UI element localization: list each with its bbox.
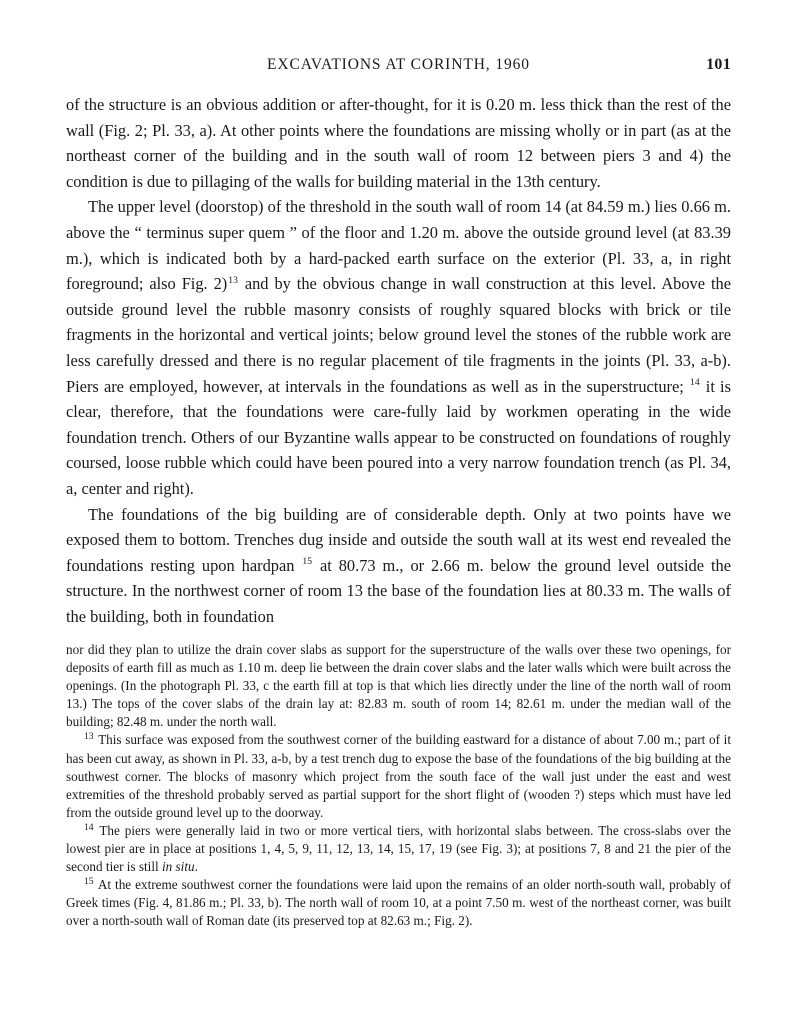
paragraph-3	[66, 502, 731, 630]
footnote-ref-15: 15	[302, 556, 312, 568]
paragraph-2-text-b: and by the obvious change in wall construction at this level. Above the outside ground level the rubble masonry consists of roughly squared blocks with brick or tile fragments in the horizontal and vertical joints; below ground level the stones of the rubble work are less carefully dressed and there is no regular placement of tile fragments in the joints (Pl. 33, a-b). Piers are employed, however, at intervals in the foundations as well as in the superstructure;	[66, 274, 732, 396]
page-header	[66, 56, 731, 78]
body-text	[66, 92, 731, 629]
paragraph-3-text-b: at 80.73 m., or 2.66 m. below the ground level outside the structure. In the northwest corner of room 13 the base of the foundation lies at 80.33 m. The walls of the building, both in foundation	[66, 555, 731, 626]
paragraph-1	[66, 92, 731, 194]
footnote-ref-14: 14	[690, 377, 700, 389]
footnote-continued-text: nor did they plan to utilize the drain cover slabs as support for the superstructure of the walls over these two openings, for deposits of earth fill as much as 1.10 m. deep lie between the drain cover slabs and the later walls which were built across the openings. (In the photograph Pl. 33, c the earth fill at top is that which lies directly under the line of the north wall of room 13.) The tops of the cover slabs of the drain lay at: 82.83 m. south of room 14; 82.61 m. under the median wall of the building; 82.48 m. under the north wall.	[66, 642, 731, 730]
footnote-continued	[66, 641, 731, 731]
page-number: 101	[706, 56, 731, 73]
paragraph-2-text-a: The upper level (doorstop) of the threshold in the south wall of room 14 (at 84.59 m.) lies 0.66 m. above the “ terminus super quem ” of the floor and 1.20 m. above the outside ground level (at 83.39 m.), which is indicated both by a hard-packed earth surface on the exterior (Pl. 33, a, in right foreground; also Fig. 2)	[66, 197, 731, 294]
footnote-15-marker: 15	[84, 875, 94, 887]
paragraph-1-text: of the structure is an obvious addition or after-thought, for it is 0.20 m. less thick than the rest of the wall (Fig. 2; Pl. 33, a). At other points where the foundations are missing wholly or in part (as at the northeast corner of the building and in the south wall of room 12 between piers 3 and 4) the condition is due to pillaging of the walls for building material in the 13th century.	[66, 95, 731, 191]
footnote-13	[66, 731, 731, 821]
footnote-14	[66, 822, 731, 876]
footnote-14-italic: in situ	[161, 859, 195, 875]
footnote-13-marker: 13	[84, 731, 94, 743]
footnote-14-marker: 14	[84, 821, 94, 833]
footnote-14-text-a: The piers were generally laid in two or more vertical tiers, with horizontal slabs between. The cross-slabs over the lowest pier are in place at positions 1, 4, 5, 9, 11, 12, 13, 14, 15, 17, 19 (see Fig. 3); at positions 7, 8 and 21 the pier of the second tier is still	[66, 822, 731, 875]
footnotes-block	[66, 641, 731, 931]
footnote-ref-13: 13	[228, 274, 238, 286]
paragraph-3-text-a: The foundations of the big building are of considerable depth. Only at two points have we exposed them to bottom. Trenches dug inside and outside the south wall at its west end revealed the foundations resting upon hardpan	[66, 504, 731, 575]
paragraph-2-text-c: it is clear, therefore, that the foundations were care-fully laid by workmen operating in the wide foundation trench. Others of our Byzantine walls appear to be constructed on foundations of roughly coursed, loose rubble which could have been poured into a very narrow foundation trench (as Pl. 34, a, center and right).	[66, 376, 731, 498]
paragraph-2	[66, 194, 731, 501]
footnote-13-text: This surface was exposed from the southwest corner of the building eastward for a distance of about 7.00 m.; part of it has been cut away, as shown in Pl. 33, a-b, by a test trench dug to expose the base of the foundations of the big building at the southwest corner. The blocks of masonry which project from the south face of the wall just under the east and west extremities of the threshold probably served as partial support for the short flight of (wooden ?) steps which must have led from the outside ground level up to the doorway.	[66, 732, 731, 820]
footnote-15	[66, 876, 731, 930]
footnote-15-text: At the extreme southwest corner the foundations were laid upon the remains of an older north-south wall, probably of Greek times (Fig. 4, 81.86 m.; Pl. 33, b). The north wall of room 10, at a point 7.50 m. west of the northeast corner, was built over a north-south wall of Roman date (its preserved top at 82.63 m.; Fig. 2).	[66, 877, 731, 929]
running-head: EXCAVATIONS AT CORINTH, 1960	[267, 56, 530, 73]
footnote-14-text-b: .	[194, 859, 198, 875]
